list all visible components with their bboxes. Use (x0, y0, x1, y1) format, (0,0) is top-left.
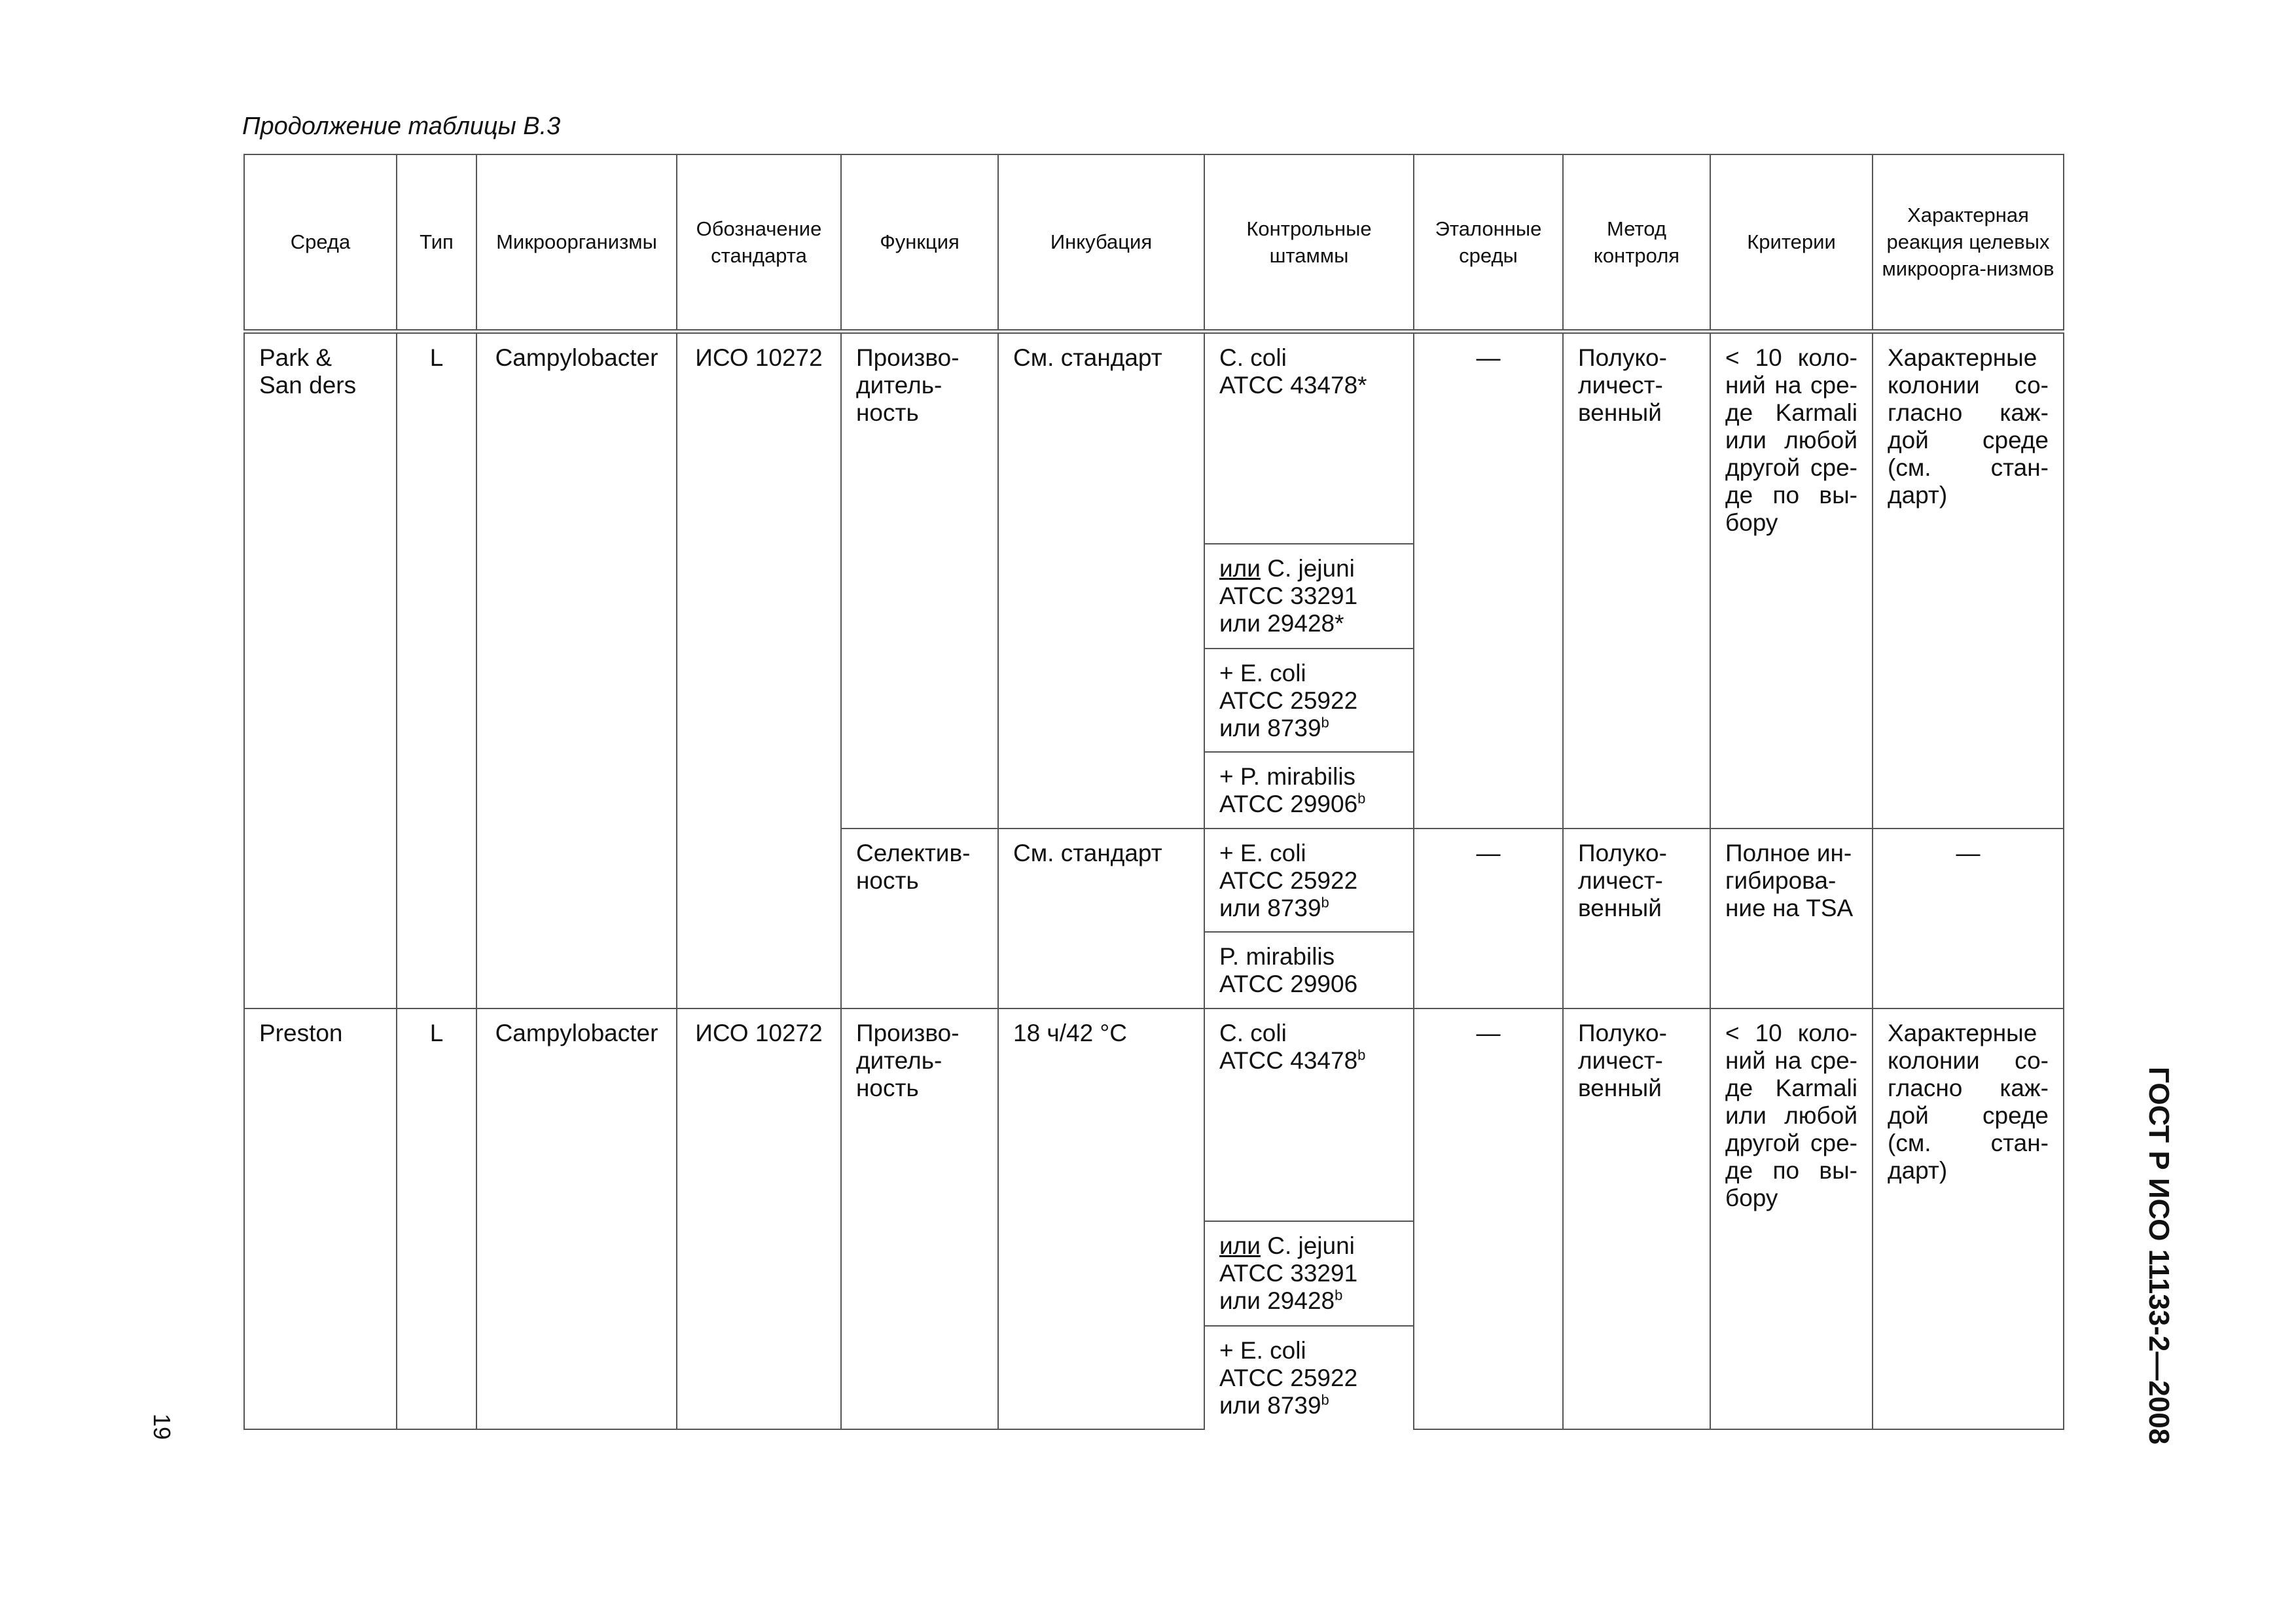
header-cell: Микроорганизмы (476, 154, 677, 331)
strain-cell (1204, 544, 1414, 649)
standard-cell: ИСО 10272 (677, 331, 841, 1008)
header-cell: Обозначение стандарта (677, 154, 841, 331)
strain-name: C. coli (1219, 344, 1287, 371)
header-cell: Характерная реакция целевых микроорга-низмов (1873, 154, 2064, 331)
header-row (244, 154, 2064, 331)
strain-name: P. mirabilis (1219, 943, 1335, 970)
method-cell: Полуко-личест-венный (1563, 331, 1710, 829)
footnote-mark: b (1321, 1391, 1329, 1408)
or-label: или (1219, 555, 1261, 582)
criteria-cell: < 10 коло-ний на сре-де Karmali или любой другой сре-де по вы-бору (1710, 1008, 1873, 1429)
strain-cell (1204, 752, 1414, 829)
strain-alt: или 8739 (1219, 895, 1321, 921)
strain-atcc: ATCC 25922 (1219, 867, 1358, 894)
data-table (243, 154, 2064, 1430)
table-caption: Продолжение таблицы В.3 (242, 113, 561, 140)
strain-atcc: ATCC 25922 (1219, 1364, 1358, 1391)
strain-name: C. coli (1219, 1020, 1287, 1046)
criteria-cell: < 10 коло-ний на сре-де Karmali или любой другой сре-де по вы-бору (1710, 331, 1873, 829)
reference-cell: — (1414, 1008, 1563, 1429)
strain-atcc: ATCC 43478* (1219, 371, 1367, 399)
strain-atcc: ATCC 43478 (1219, 1047, 1358, 1074)
header-cell: Инкубация (998, 154, 1204, 331)
method-cell: Полуко-личест-венный (1563, 829, 1710, 1008)
strain-atcc: ATCC 29906 (1219, 971, 1358, 997)
medium-cell: Park & San ders (244, 331, 397, 1008)
standard-cell: ИСО 10272 (677, 1008, 841, 1429)
microorganism-cell: Campylobacter (476, 331, 677, 1008)
strain-cell (1204, 932, 1414, 1008)
microorganism-cell: Campylobacter (476, 1008, 677, 1429)
strain-name: C. jejuni (1260, 555, 1355, 582)
strain-name: C. jejuni (1260, 1232, 1355, 1259)
strain-alt: или 8739 (1219, 715, 1321, 741)
reaction-cell: Характерные колонии со-гласно каж-дой среде (см. стан-дарт) (1873, 1008, 2064, 1429)
incubation-cell: 18 ч/42 °C (998, 1008, 1204, 1429)
incubation-cell: См. стандарт (998, 829, 1204, 1008)
strain-cell (1204, 649, 1414, 752)
strain-cell (1204, 331, 1414, 544)
footnote-mark: b (1357, 1046, 1366, 1063)
strain-cell (1204, 1008, 1414, 1221)
criteria-cell: Полное ин-гибирова-ние на TSA (1710, 829, 1873, 1008)
incubation-cell: См. стандарт (998, 331, 1204, 829)
document-title: ГОСТ Р ИСО 11133-2—2008 (2143, 1067, 2175, 1445)
header-cell: Функция (841, 154, 998, 331)
function-cell: Произво-дитель-ность (841, 331, 998, 829)
reaction-cell: — (1873, 829, 2064, 1008)
function-cell: Произво-дитель-ность (841, 1008, 998, 1429)
footnote-mark: b (1357, 790, 1366, 807)
header-cell: Метод контроля (1563, 154, 1710, 331)
strain-cell (1204, 829, 1414, 932)
footnote-mark: b (1335, 1287, 1343, 1304)
page-number: 19 (149, 1414, 175, 1440)
reference-cell: — (1414, 331, 1563, 829)
header-cell: Тип (397, 154, 476, 331)
medium-cell: Preston (244, 1008, 397, 1429)
type-cell: L (397, 1008, 476, 1429)
reference-cell: — (1414, 829, 1563, 1008)
strain-cell (1204, 1326, 1414, 1429)
header-cell: Критерии (1710, 154, 1873, 331)
function-cell: Селектив-ность (841, 829, 998, 1008)
strain-alt: или 29428* (1219, 610, 1344, 637)
strain-name: + E. coli (1219, 1337, 1306, 1364)
or-label: или (1219, 1232, 1261, 1259)
strain-atcc: ATCC 25922 (1219, 687, 1358, 714)
strain-alt: или 8739 (1219, 1392, 1321, 1419)
strain-name: + P. mirabilis (1219, 763, 1356, 790)
strain-name: + E. coli (1219, 840, 1306, 866)
method-cell: Полуко-личест-венный (1563, 1008, 1710, 1429)
type-cell: L (397, 331, 476, 1008)
strain-atcc: ATCC 29906 (1219, 791, 1358, 817)
footnote-mark: b (1321, 894, 1329, 911)
strain-name: + E. coli (1219, 660, 1306, 687)
header-cell: Эталонные среды (1414, 154, 1563, 331)
table-row (244, 1008, 2064, 1221)
strain-atcc: ATCC 33291 (1219, 1260, 1358, 1287)
strain-cell (1204, 1221, 1414, 1326)
strain-alt: или 29428 (1219, 1287, 1335, 1314)
header-cell: Среда (244, 154, 397, 331)
header-cell: Контрольные штаммы (1204, 154, 1414, 331)
strain-atcc: ATCC 33291 (1219, 582, 1358, 609)
table-row (244, 331, 2064, 544)
reaction-cell: Характерные колонии со-гласно каж-дой среде (см. стан-дарт) (1873, 331, 2064, 829)
footnote-mark: b (1321, 714, 1329, 731)
